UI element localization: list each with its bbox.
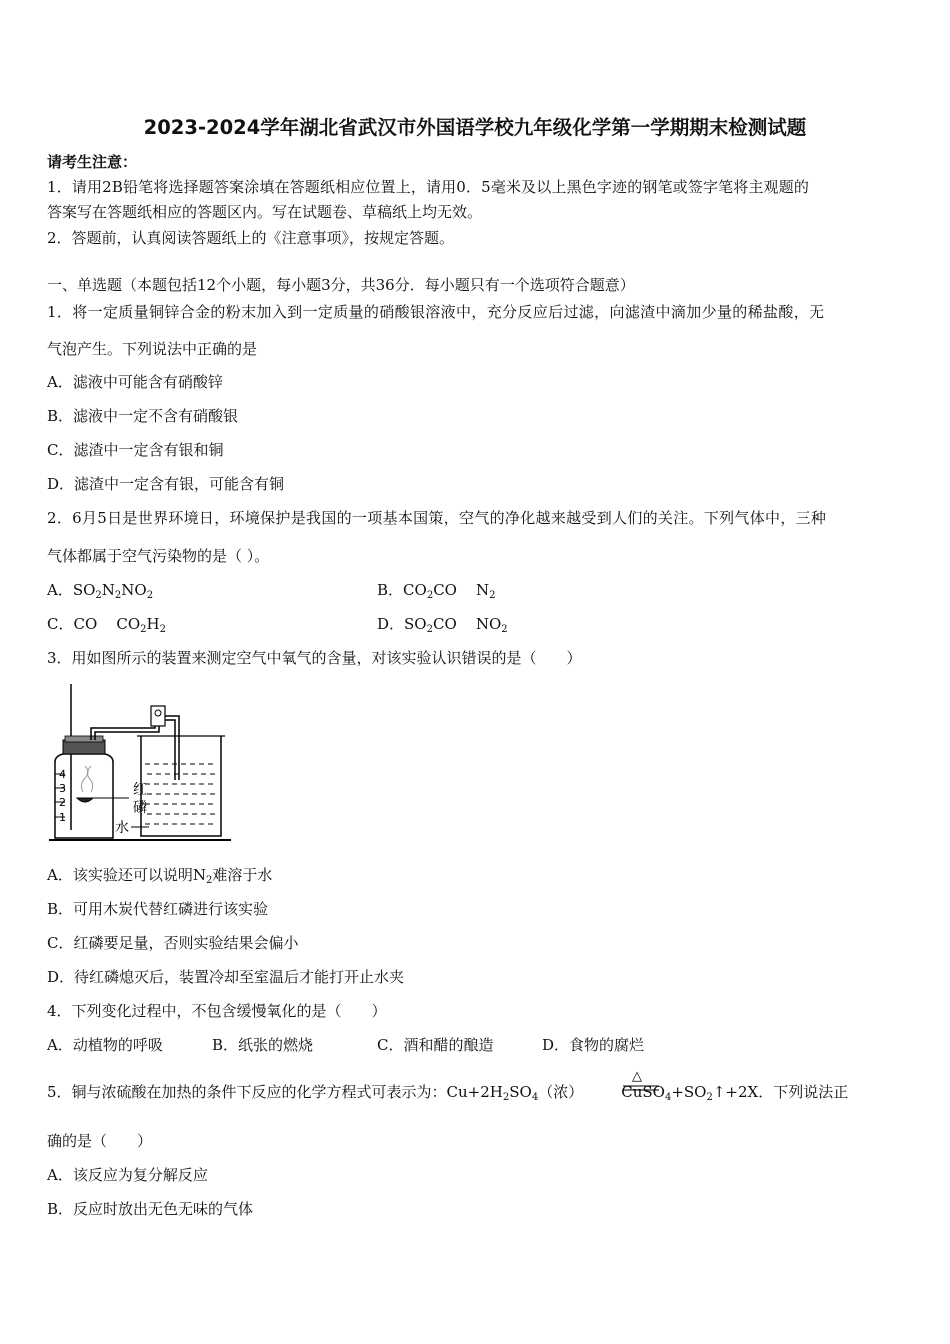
- q1-option-b: B．滤液中一定不含有硝酸银: [47, 407, 239, 425]
- q2-option-a: A．$SO_2N_2NO_2$: [47, 581, 154, 601]
- q5-option-b: B．反应时放出无色无味的气体: [47, 1200, 254, 1218]
- page-title: 2023-2024学年湖北省武汉市外国语学校九年级化学第一学期期末检测试题: [143, 116, 807, 139]
- label-water: 水: [115, 820, 129, 836]
- q2-option-b: B．$CO_2CO$ $N_2$: [377, 581, 496, 601]
- reaction-condition: [622, 1068, 660, 1096]
- smoke-icon: [81, 766, 88, 792]
- combustion-spoon: [77, 798, 93, 802]
- q3-option-b: B．可用木炭代替红磷进行该实验: [47, 900, 269, 918]
- section-heading: 一、单选题（本题包括12个小题，每小题3分，共36分．每小题只有一个选项符合题意）: [47, 276, 635, 294]
- mark-2: 2: [59, 796, 66, 809]
- q5-option-a: A．该反应为复分解反应: [47, 1166, 208, 1184]
- q5-stem-line1: 5．铜与浓硫酸在加热的条件下反应的化学方程式可表示为：$Cu+2H_2SO_4$（浓） $CuSO_4+SO_2↑+2X$．下列说法正: [47, 1083, 849, 1103]
- water-beaker: [141, 736, 221, 836]
- q5-stem-line2: 确的是（ ）: [47, 1132, 153, 1150]
- apparatus-diagram: [45, 680, 235, 848]
- q4-option-d: D．食物的腐烂: [542, 1036, 645, 1054]
- q1-option-d: D．滤渣中一定含有银，可能含有铜: [47, 475, 285, 493]
- notice-item2: 2．答题前，认真阅读答题纸上的《注意事项》，按规定答题。: [47, 229, 455, 247]
- q1-option-c: C．滤渣中一定含有银和铜: [47, 441, 224, 459]
- q2-stem-line2: 气体都属于空气污染物的是（ ）。: [47, 547, 270, 565]
- q4-option-b: B．纸张的燃烧: [212, 1036, 314, 1054]
- label-red: 红: [133, 782, 147, 798]
- q2-option-d: D．$SO_2CO$ $NO_2$: [377, 615, 508, 635]
- mark-4: 4: [59, 768, 66, 781]
- q4-option-a: A．动植物的呼吸: [47, 1036, 163, 1054]
- mark-3: 3: [59, 782, 66, 795]
- q1-stem-line1: 1．将一定质量铜锌合金的粉末加入到一定质量的硝酸银溶液中，充分反应后过滤，向滤渣中滴加少量的稀盐酸，无: [47, 303, 825, 321]
- label-phosphorus: 磷: [133, 800, 147, 816]
- q3-option-d: D．待红磷熄灭后，装置冷却至室温后才能打开止水夹: [47, 968, 405, 986]
- notice-item1-line1: 1．请用2B铅笔将选择题答案涂填在答题纸相应位置上，请用0．5毫米及以上黑色字迹的钢笔或签字笔将主观题的: [47, 178, 810, 196]
- heat-symbol-icon: △: [632, 1069, 642, 1084]
- q3-option-a: A．该实验还可以说明$N_2$难溶于水: [47, 866, 273, 886]
- mark-1: 1: [59, 811, 66, 824]
- q2-stem-line1: 2．6月5日是世界环境日，环境保护是我国的一项基本国策，空气的净化越来越受到人们的关注。下列气体中，三种: [47, 509, 827, 527]
- q4-stem: 4．下列变化过程中，不包含缓慢氧化的是（ ）: [47, 1002, 387, 1020]
- q3-stem: 3．用如图所示的装置来测定空气中氧气的含量，对该实验认识错误的是（ ）: [47, 649, 582, 667]
- q2-option-c: C．CO $CO_2H_2$: [47, 615, 166, 635]
- q3-option-c: C．红磷要足量，否则实验结果会偏小: [47, 934, 299, 952]
- q1-stem-line2: 气泡产生。下列说法中正确的是: [47, 340, 258, 358]
- notice-item1-line2: 答案写在答题纸相应的答题区内。写在试题卷、草稿纸上均无效。: [47, 203, 483, 221]
- q1-option-a: A．滤液中可能含有硝酸锌: [47, 373, 223, 391]
- notice-heading: 请考生注意：: [47, 153, 138, 171]
- q4-option-c: C．酒和醋的酿造: [377, 1036, 494, 1054]
